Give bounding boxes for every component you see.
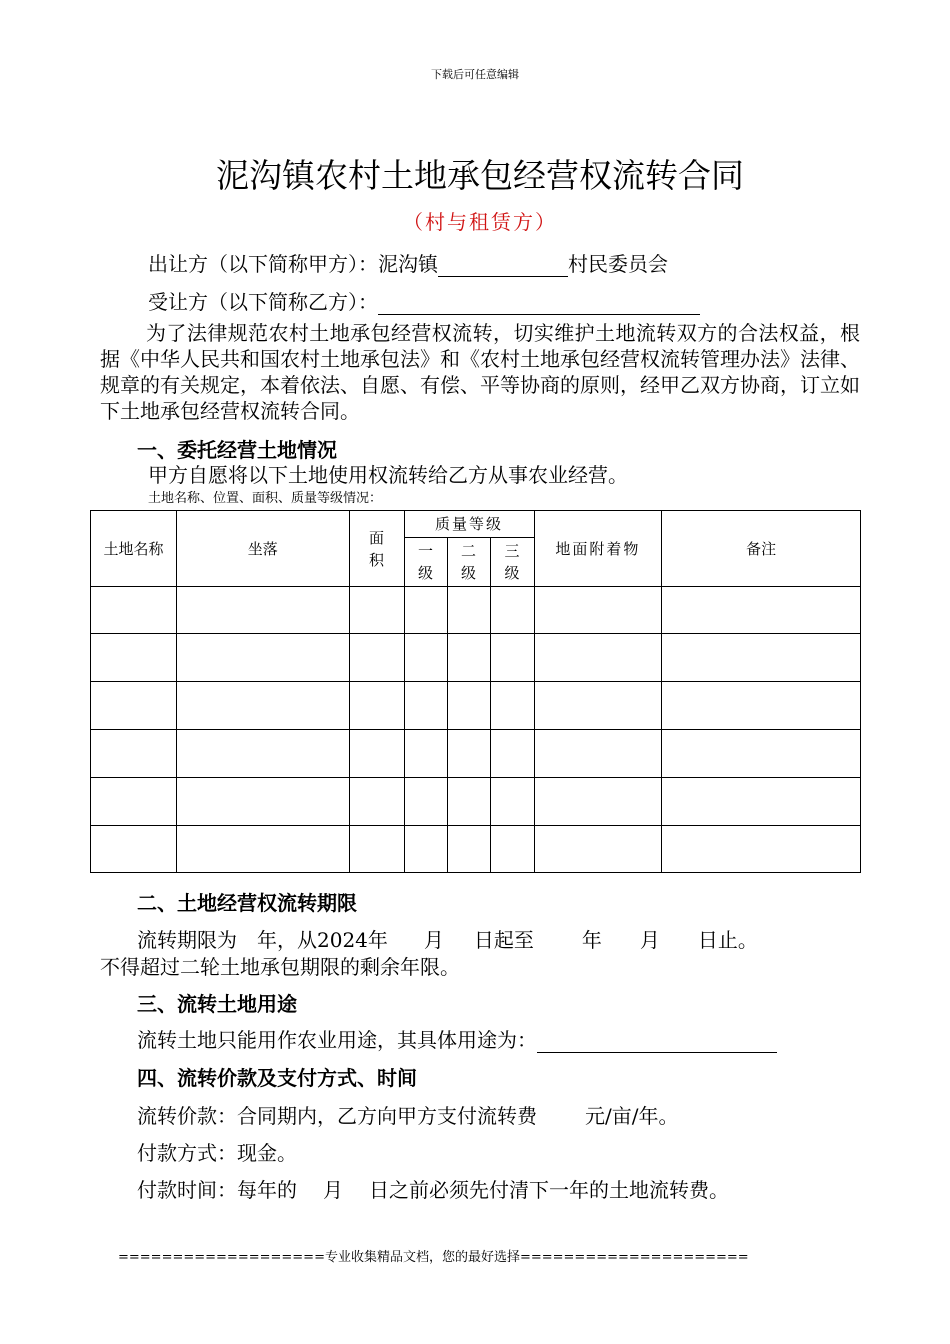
party-b-label: 受让方（以下简称乙方）：: [148, 290, 378, 314]
period-text-1: 流转期限为: [137, 928, 237, 952]
table-row: [91, 634, 861, 682]
table-cell[interactable]: [534, 826, 662, 873]
section1-text: 甲方自愿将以下土地使用权流转给乙方从事农业经营。: [148, 463, 628, 487]
period-text-2: 年，从2024年: [257, 928, 388, 952]
table-cell[interactable]: [349, 634, 404, 682]
table-row: [91, 682, 861, 730]
table-cell[interactable]: [662, 682, 861, 730]
col-header-quality: 质量等级: [404, 511, 534, 538]
table-cell[interactable]: [349, 587, 404, 634]
section1-heading: 一、委托经营土地情况: [137, 438, 337, 462]
time-text-c: 日之前必须先付清下一年的土地流转费。: [369, 1178, 729, 1202]
table-cell[interactable]: [662, 587, 861, 634]
land-table: [90, 510, 861, 873]
footer-text: ===================专业收集精品文档，您的最好选择=====================: [118, 1250, 749, 1265]
party-a-line: [148, 248, 668, 277]
col-header-name: 土地名称: [91, 511, 177, 587]
party-b-line: [148, 286, 700, 315]
col-header-grade3: 三级: [490, 538, 534, 587]
period-text-3: 月: [423, 928, 444, 952]
table-cell[interactable]: [404, 634, 447, 682]
table-cell[interactable]: [349, 826, 404, 873]
table-cell[interactable]: [534, 587, 662, 634]
table-cell[interactable]: [662, 730, 861, 778]
section3-text: 流转土地只能用作农业用途，其具体用途为：: [137, 1028, 537, 1052]
section2-heading: 二、土地经营权流转期限: [137, 891, 357, 915]
table-cell[interactable]: [176, 778, 349, 826]
document-title: 泥沟镇农村土地承包经营权流转合同: [216, 156, 744, 195]
table-cell[interactable]: [490, 826, 534, 873]
period-text-5: 年: [581, 928, 602, 952]
table-cell[interactable]: [91, 778, 177, 826]
col-header-remark: 备注: [662, 511, 861, 587]
table-row: [91, 778, 861, 826]
table-cell[interactable]: [490, 634, 534, 682]
table-cell[interactable]: [176, 826, 349, 873]
payment-method: 付款方式：现金。: [137, 1141, 297, 1165]
usage-blank[interactable]: [537, 1030, 777, 1053]
time-text-a: 付款时间：每年的: [137, 1178, 297, 1202]
table-cell[interactable]: [349, 730, 404, 778]
table-cell[interactable]: [404, 730, 447, 778]
village-blank[interactable]: [438, 254, 568, 277]
table-cell[interactable]: [534, 682, 662, 730]
table-cell[interactable]: [404, 587, 447, 634]
header-note: 下载后可任意编辑: [431, 68, 519, 81]
price-text-b: 元/亩/年。: [585, 1104, 679, 1128]
party-a-label: 出让方（以下简称甲方）：泥沟镇: [148, 252, 438, 276]
table-cell[interactable]: [447, 778, 490, 826]
table-cell[interactable]: [447, 587, 490, 634]
period-text-7: 日止。: [697, 928, 758, 952]
table-cell[interactable]: [176, 634, 349, 682]
price-text-a: 流转价款：合同期内，乙方向甲方支付流转费: [137, 1104, 537, 1128]
section4-heading: 四、流转价款及支付方式、时间: [137, 1066, 417, 1090]
payment-time-line: [137, 1174, 729, 1203]
table-cell[interactable]: [404, 778, 447, 826]
table-cell[interactable]: [662, 826, 861, 873]
price-line: [137, 1100, 678, 1129]
table-cell[interactable]: [404, 826, 447, 873]
col-header-grade2: 二级: [447, 538, 490, 587]
period-text-6: 月: [639, 928, 660, 952]
section2-period-line: [137, 924, 758, 953]
party-a-suffix: 村民委员会: [568, 252, 668, 276]
table-cell[interactable]: [349, 778, 404, 826]
table-cell[interactable]: [404, 682, 447, 730]
table-cell[interactable]: [176, 730, 349, 778]
section3-heading: 三、流转土地用途: [137, 992, 297, 1016]
table-cell[interactable]: [447, 682, 490, 730]
table-cell[interactable]: [447, 634, 490, 682]
table-cell[interactable]: [490, 730, 534, 778]
document-subtitle: （村与租赁方）: [403, 210, 557, 234]
col-header-attachment: 地面附着物: [534, 511, 662, 587]
table-cell[interactable]: [534, 634, 662, 682]
table-cell[interactable]: [490, 778, 534, 826]
table-cell[interactable]: [176, 682, 349, 730]
table-cell[interactable]: [91, 730, 177, 778]
table-caption: 土地名称、位置、面积、质量等级情况：: [148, 491, 383, 506]
intro-paragraph: [100, 320, 860, 424]
table-cell[interactable]: [662, 634, 861, 682]
table-row: [91, 826, 861, 873]
table-cell[interactable]: [91, 682, 177, 730]
table-cell[interactable]: [447, 826, 490, 873]
table-cell[interactable]: [490, 587, 534, 634]
table-cell[interactable]: [490, 682, 534, 730]
intro-text: 为了法律规范农村土地承包经营权流转，切实维护土地流转双方的合法权益，根据《中华人民共和国农村土地承包法》和《农村土地承包经营权流转管理办法》法律、规章的有关规定，本着依法、自愿、有偿、平等协商的原则，经甲乙双方协商，订立如下土地承包经营权流转合同。: [100, 321, 860, 423]
col-header-location: 坐落: [176, 511, 349, 587]
table-cell[interactable]: [349, 682, 404, 730]
table-row: [91, 587, 861, 634]
col-header-grade1: 一级: [404, 538, 447, 587]
time-text-b: 月: [323, 1178, 343, 1202]
table-cell[interactable]: [662, 778, 861, 826]
table-row: [91, 730, 861, 778]
table-cell[interactable]: [91, 634, 177, 682]
col-header-area: 面积: [349, 511, 404, 587]
table-cell[interactable]: [534, 730, 662, 778]
section2-limit-text: 不得超过二轮土地承包期限的剩余年限。: [100, 955, 460, 979]
table-cell[interactable]: [91, 587, 177, 634]
party-b-blank[interactable]: [378, 292, 700, 315]
table-cell[interactable]: [176, 587, 349, 634]
section3-line: [137, 1024, 777, 1053]
table-cell[interactable]: [534, 778, 662, 826]
table-cell[interactable]: [447, 730, 490, 778]
table-cell[interactable]: [91, 826, 177, 873]
period-text-4: 日起至: [473, 928, 534, 952]
